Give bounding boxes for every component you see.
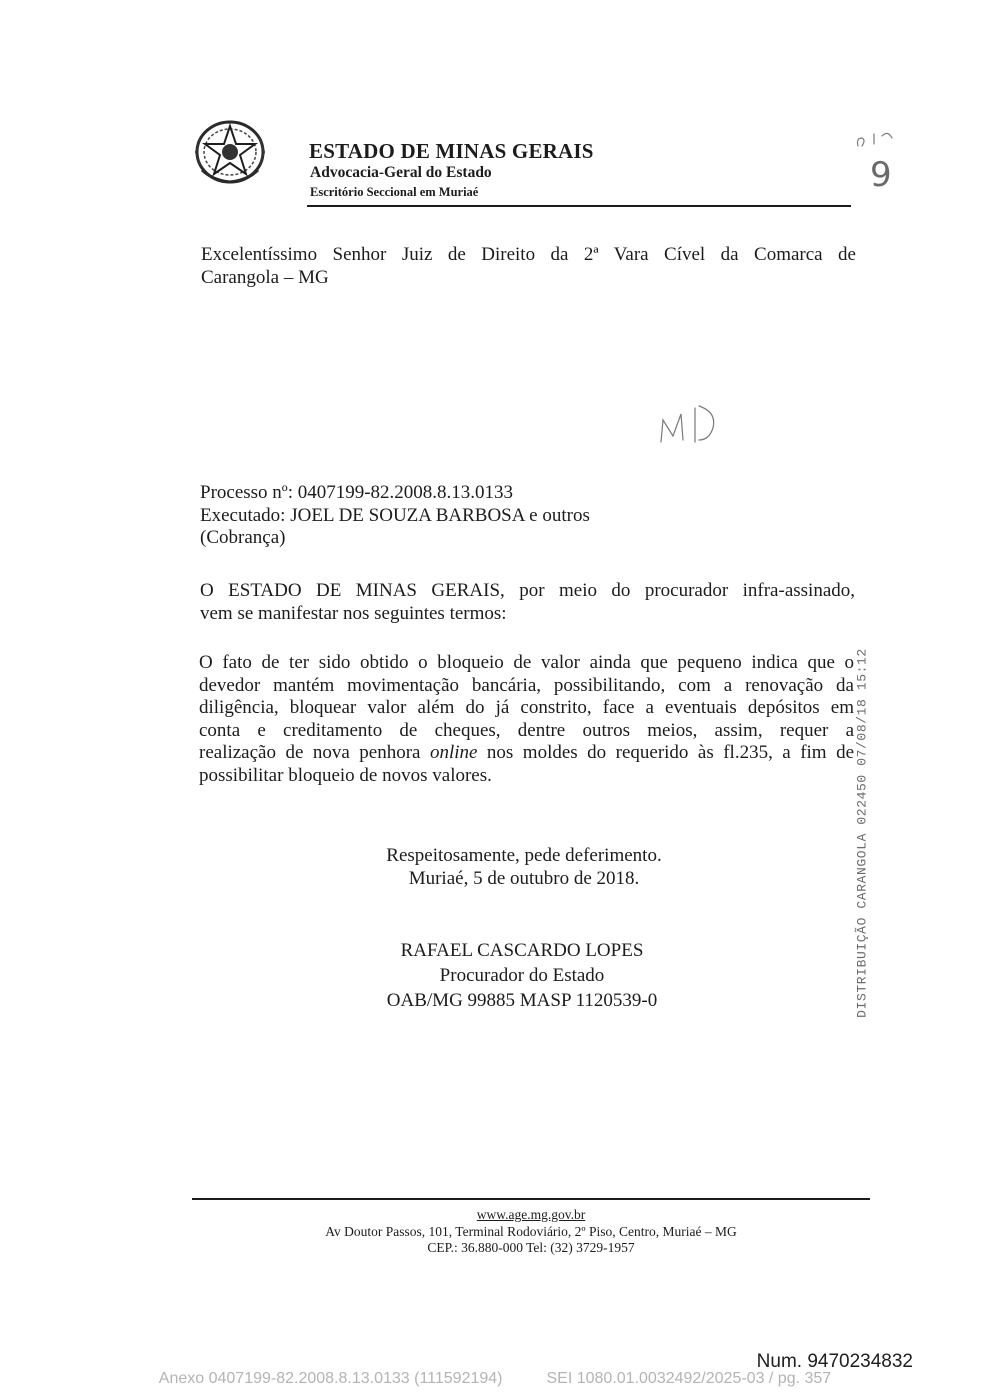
closing-line: Respeitosamente, pede deferimento. bbox=[386, 845, 662, 866]
addressee-line: Carangola – MG bbox=[201, 266, 329, 288]
footer-contact: CEP.: 36.880-000 Tel: (32) 3729-1957 bbox=[427, 1240, 635, 1255]
executed-party: Executado: JOEL DE SOUZA BARBOSA e outros bbox=[200, 504, 590, 526]
body-text: nos moldes do requerido às fl.235, a fim de bbox=[477, 742, 854, 763]
process-info bbox=[200, 482, 660, 550]
footer-divider bbox=[192, 1198, 870, 1200]
case-type: (Cobrança) bbox=[200, 527, 286, 548]
signature-block bbox=[370, 938, 674, 1013]
body-italic-text: online bbox=[429, 742, 478, 763]
signer-role: Procurador do Estado bbox=[439, 965, 605, 986]
footer-website-link[interactable]: www.age.mg.gov.br bbox=[476, 1207, 586, 1222]
body-line-5 bbox=[199, 742, 854, 765]
footer-address: Av Doutor Passos, 101, Terminal Rodoviário, 2º Piso, Centro, Muriaé – MG bbox=[325, 1223, 737, 1239]
minas-gerais-coat-of-arms-icon bbox=[192, 118, 268, 186]
intro-line: vem se manifestar nos seguintes termos: bbox=[200, 602, 507, 624]
document-number: Num. 9470234832 bbox=[756, 1351, 913, 1372]
body-line: diligência, bloquear valor além do já constrito, face a eventuais depósitos em bbox=[199, 697, 854, 718]
folio-number: 9 bbox=[870, 155, 892, 192]
body-line: possibilitar bloqueio de novos valores. bbox=[199, 764, 492, 786]
closing-date: Muriaé, 5 de outubro de 2018. bbox=[408, 867, 640, 889]
header-divider bbox=[307, 205, 851, 207]
process-number: Processo nº: 0407199-82.2008.8.13.0133 bbox=[200, 482, 514, 503]
initials-text: MD bbox=[655, 398, 657, 399]
intro-paragraph bbox=[200, 580, 855, 625]
signer-name: RAFAEL CASCARDO LOPES bbox=[400, 940, 644, 961]
addressee-line: Excelentíssimo Senhor Juiz de Direito da 2ª Vara Cível da Comarca de bbox=[201, 244, 856, 265]
signer-registration: OAB/MG 99885 MASP 1120539-0 bbox=[386, 990, 658, 1011]
body-line: devedor mantém movimentação bancária, possibilitando, com a renovação da bbox=[199, 674, 854, 696]
body-line: O fato de ter sido obtido o bloqueio de valor ainda que pequeno indica que o bbox=[199, 652, 854, 673]
protocol-stamp bbox=[842, 647, 882, 1018]
state-title: ESTADO DE MINAS GERAIS bbox=[309, 139, 594, 163]
closing bbox=[373, 845, 675, 890]
handwritten-initials bbox=[655, 398, 721, 448]
request-paragraph bbox=[199, 652, 854, 787]
annex-watermark bbox=[0, 1370, 990, 1388]
annex-reference: Anexo 0407199-82.2008.8.13.0133 (111592194) bbox=[158, 1370, 503, 1387]
addressee bbox=[201, 244, 856, 289]
office-name: Escritório Seccional em Muriaé bbox=[310, 185, 479, 199]
body-text: realização de nova penhora bbox=[199, 742, 430, 763]
handwritten-folio-mark bbox=[850, 126, 906, 192]
intro-line: O ESTADO DE MINAS GERAIS, por meio do procurador infra-assinado, bbox=[200, 580, 855, 601]
sei-reference: SEI 1080.01.0032492/2025-03 / pg. 357 bbox=[546, 1370, 832, 1387]
body-line: conta e creditamento de cheques, dentre outros meios, assim, requer a bbox=[199, 719, 854, 741]
footer bbox=[192, 1207, 870, 1257]
agency-name: Advocacia-Geral do Estado bbox=[310, 164, 492, 181]
protocol-stamp-text: DISTRIBUIÇÃO CARANGOLA 022450 07/08/18 15:12 bbox=[854, 647, 870, 1018]
